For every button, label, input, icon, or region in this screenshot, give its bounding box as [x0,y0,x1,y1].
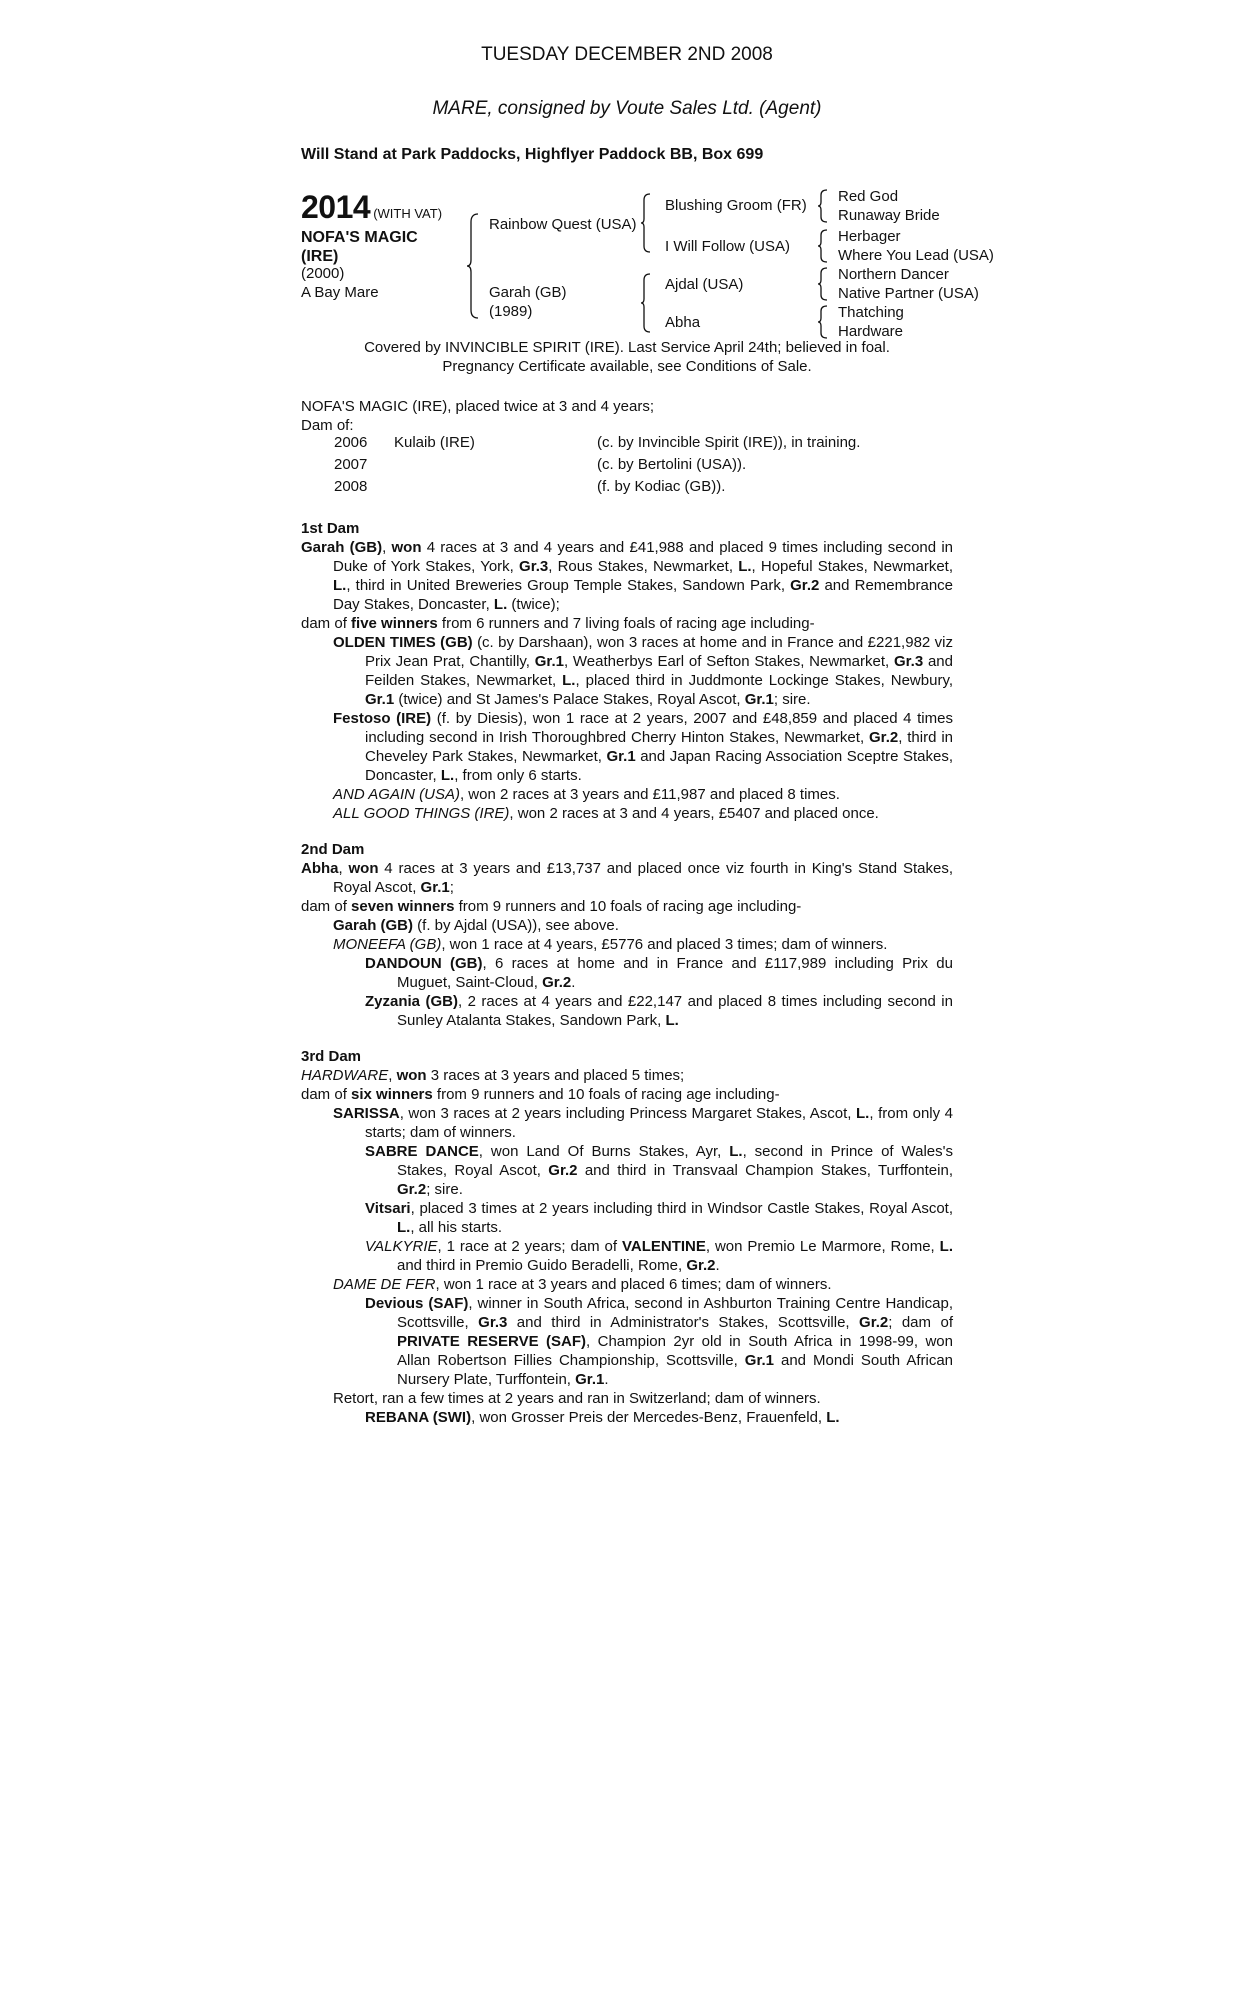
pedigree-brace-sd [817,228,829,264]
moneefa-record: MONEEFA (GB), won 1 race at 4 years, £5776 and placed 3 times; dam of winners. [333,936,888,953]
produce-detail-1: (c. by Bertolini (USA)). [597,456,747,473]
produce-detail-2: (f. by Kodiac (GB)). [597,478,726,495]
mare-race-record: NOFA'S MAGIC (IRE), placed twice at 3 and 4 years; [301,398,654,415]
pedigree-dam-year: (1989) [489,303,533,320]
family-history [301,502,953,1427]
pedigree-dam-sire: Ajdal (USA) [665,276,744,293]
pedigree-brace-sire [640,192,652,254]
pedigree-sss: Red God [838,188,899,205]
olden-times-record: OLDEN TIMES (GB) (c. by Darshaan), won 3 races at home and in France and £221,982 viz Prix Jean Prat, Chantilly, Gr.1, Weatherbys Earl of Sefton Stakes, Newmarket, Gr.3 and Feilden Stakes, Newmarket, L., placed third in Juddmonte Lockinge Stakes, Newbury, Gr.1 (twice) and St James's Palace Stakes, Royal Ascot, Gr.1; sire. [333,634,953,708]
pedigree-brace-ds [817,266,829,302]
produce-year-0: 2006 [334,434,368,451]
all-good-things-record: ALL GOOD THINGS (IRE), won 2 races at 3 and 4 years, £5407 and placed once. [333,805,879,822]
pedigree-brace-main [466,212,480,320]
dame-de-fer-record: DAME DE FER, won 1 race at 3 years and placed 6 times; dam of winners. [333,1276,832,1293]
sabre-dance-record: SABRE DANCE, won Land Of Burns Stakes, Ayr, L., second in Prince of Wales's Stakes, Royal Ascot, Gr.2 and third in Transvaal Champion Stakes, Turffontein, Gr.2; sire. [365,1143,954,1198]
garah-reference: Garah (GB) (f. by Ajdal (USA)), see above. [333,917,619,934]
pedigree-dsd: Native Partner (USA) [838,285,979,302]
retort-record: Retort, ran a few times at 2 years and ran in Switzerland; dam of winners. [333,1390,821,1407]
first-dam-produce-summary: dam of five winners from 6 runners and 7 living foals of racing age including- [301,615,815,632]
covering-note: Covered by INVINCIBLE SPIRIT (IRE). Last Service April 24th; believed in foal. [364,339,890,356]
dam-of-label: Dam of: [301,417,354,434]
foaling-year: (2000) [301,265,345,282]
second-dam-produce-summary: dam of seven winners from 9 runners and 10 foals of racing age including- [301,898,802,915]
devious-record: Devious (SAF), winner in South Africa, second in Ashburton Training Centre Handicap, Scottsville, Gr.3 and third in Administrator's Stakes, Scottsville, Gr.2; dam of PRIVATE RESERVE (SAF), Champion 2yr old in South Africa in 1998-99, won Allan Robertson Fillies Championship, Scottsville, Gr.1 and Mondi South African Nursery Plate, Turffontein, Gr.1. [365,1295,954,1388]
pedigree-dam-dam: Abha [665,314,701,331]
pedigree-brace-dd [817,304,829,340]
horse-description: A Bay Mare [301,284,379,301]
pedigree-sire-dam: I Will Follow (USA) [665,238,791,255]
dandoun-record: DANDOUN (GB), 6 races at home and in France and £117,989 including Prix du Muguet, Saint-Cloud, Gr.2. [365,955,953,991]
produce-year-2: 2008 [334,478,368,495]
produce-year-1: 2007 [334,456,368,473]
pedigree-sdd: Where You Lead (USA) [838,247,994,264]
produce-detail-0: (c. by Invincible Spirit (IRE)), in training. [597,434,861,451]
consignor-line: MARE, consigned by Voute Sales Ltd. (Agent) [432,98,822,119]
second-dam-record: Abha, won 4 races at 3 years and £13,737 and placed once viz fourth in King's Stand Stakes, Royal Ascot, Gr.1; [301,860,953,896]
pedigree-brace-ss [817,188,829,224]
first-dam-heading: 1st Dam [301,520,360,537]
lot-header [301,189,442,226]
horse-name: NOFA'S MAGIC (IRE) [301,229,418,265]
mare-record [301,397,953,435]
pregnancy-note: Pregnancy Certificate available, see Conditions of Sale. [442,358,812,375]
pedigree-sds: Herbager [838,228,901,245]
pedigree-sire-sire: Blushing Groom (FR) [665,197,807,214]
third-dam-produce-summary: dam of six winners from 9 runners and 10 foals of racing age including- [301,1086,780,1103]
zyzania-record: Zyzania (GB), 2 races at 4 years and £22,147 and placed 8 times including second in Sunley Atalanta Stakes, Sandown Park, L. [365,993,953,1029]
pedigree-ssd: Runaway Bride [838,207,940,224]
third-dam-heading: 3rd Dam [301,1048,362,1065]
pedigree-ddd: Hardware [838,323,904,340]
and-again-record: AND AGAIN (USA), won 2 races at 3 years and £11,987 and placed 8 times. [333,786,840,803]
pedigree-sire: Rainbow Quest (USA) [489,216,637,233]
vitsari-record: Vitsari, placed 3 times at 2 years including third in Windsor Castle Stakes, Royal Ascot, L., all his starts. [365,1200,953,1236]
lot-number: 2014 [301,189,371,225]
pedigree-dds: Thatching [838,304,904,321]
first-dam-record: Garah (GB), won 4 races at 3 and 4 years and £41,988 and placed 9 times including second in Duke of York Stakes, York, Gr.3, Rous Stakes, Newmarket, L., Hopeful Stakes, Newmarket, L., third in United Breweries Group Temple Stakes, Sandown Park, Gr.2 and Remembrance Day Stakes, Doncaster, L. (twice); [301,539,953,613]
pedigree-dss: Northern Dancer [838,266,949,283]
third-dam-record: HARDWARE, won 3 races at 3 years and placed 5 times; [301,1067,685,1084]
sale-date: TUESDAY DECEMBER 2ND 2008 [481,44,773,65]
festoso-record: Festoso (IRE) (f. by Diesis), won 1 race at 2 years, 2007 and £48,859 and placed 4 times including second in Irish Thoroughbred Cherry Hinton Stakes, Newmarket, Gr.2, third in Cheveley Park Stakes, Newmarket, Gr.1 and Japan Racing Association Sceptre Stakes, Doncaster, L., from only 6 starts. [333,710,954,784]
valkyrie-record: VALKYRIE, 1 race at 2 years; dam of VALENTINE, won Premio Le Marmore, Rome, L. and third in Premio Guido Beradelli, Rome, Gr.2. [365,1238,953,1274]
rebana-record: REBANA (SWI), won Grosser Preis der Mercedes-Benz, Frauenfeld, L. [365,1409,840,1426]
pedigree-brace-dam [640,272,652,334]
dam-name: Garah (GB) [301,539,383,556]
vat-note: (WITH VAT) [373,206,443,221]
second-dam-heading: 2nd Dam [301,841,365,858]
pedigree-dam: Garah (GB) [489,284,567,301]
produce-name-0: Kulaib (IRE) [394,434,475,451]
sarissa-record: SARISSA, won 3 races at 2 years including Princess Margaret Stakes, Ascot, L., from only 4 starts; dam of winners. [333,1105,954,1141]
stand-location: Will Stand at Park Paddocks, Highflyer Paddock BB, Box 699 [301,146,764,163]
